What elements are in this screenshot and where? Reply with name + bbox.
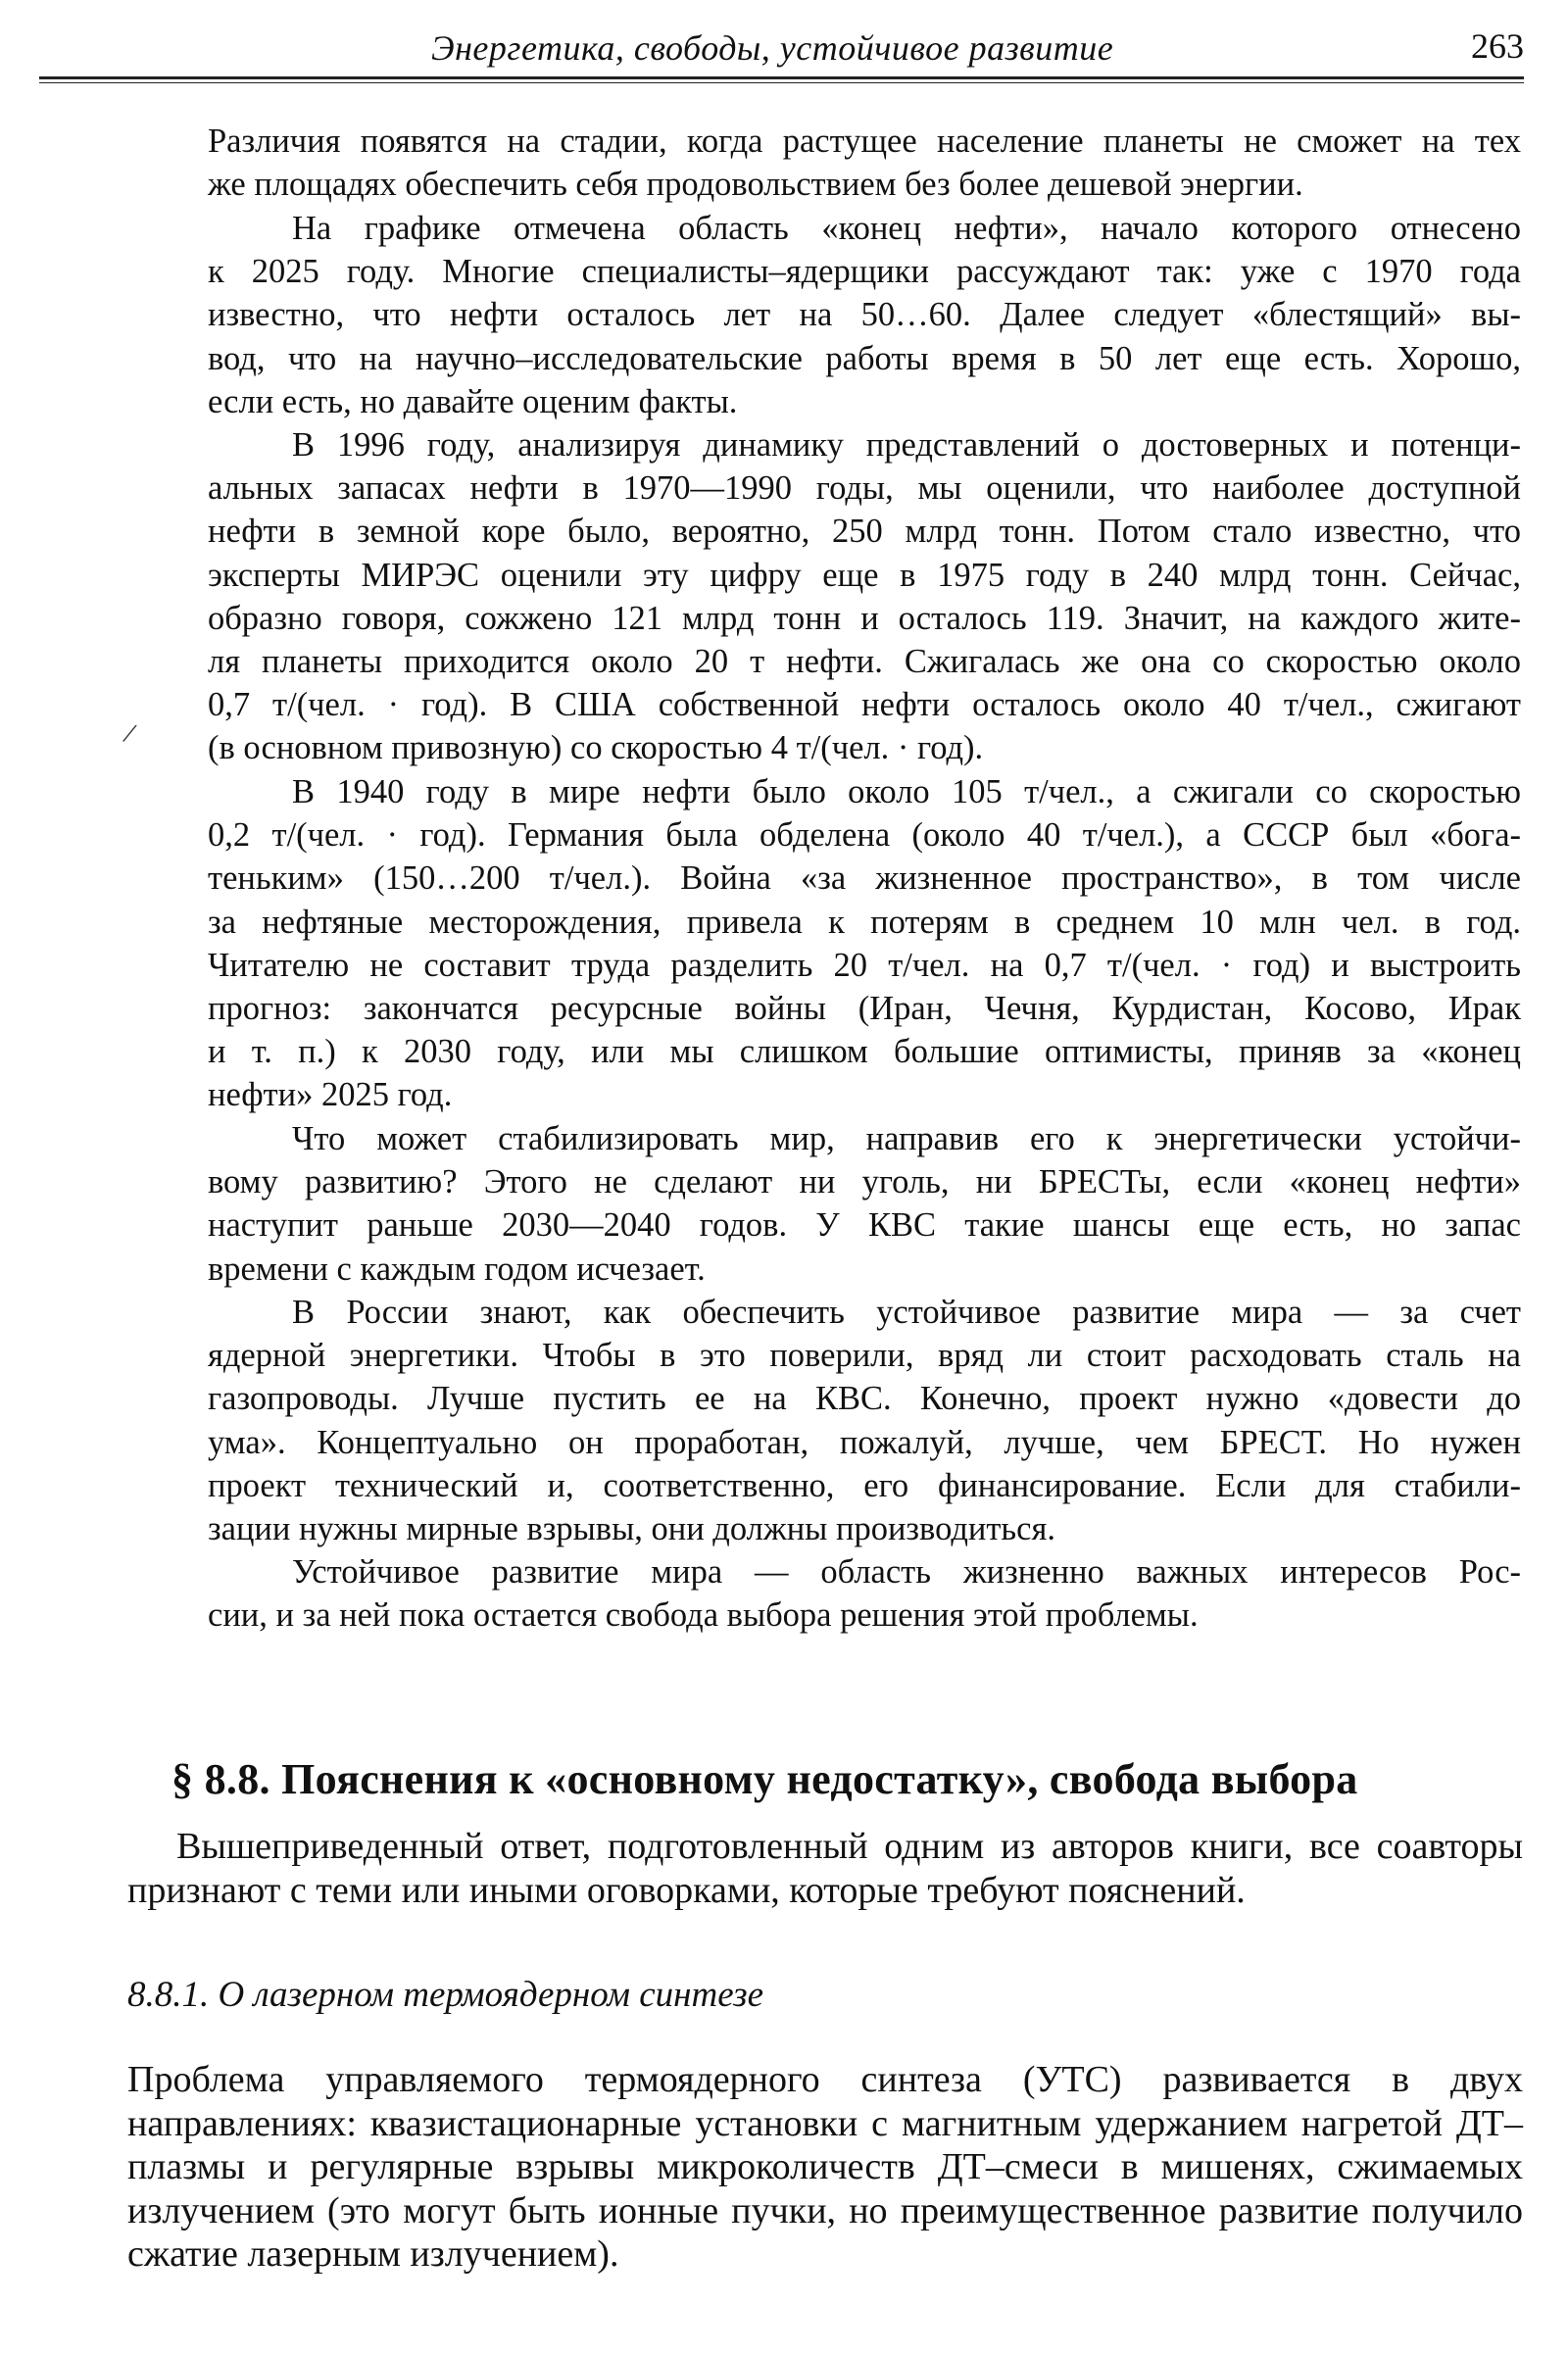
text-line: Читателю не составит труда разделить 20 т/чел. на 0,7 т/(чел. · год) и выстроить (208, 946, 1521, 984)
text-line: В 1940 году в мире нефти было около 105 т/чел., а сжигали со скоростью (292, 773, 1521, 810)
text-line: эксперты МИРЭС оценили эту цифру еще в 1975 году в 240 млрд тонн. Сейчас, (208, 556, 1521, 594)
text-line: В 1996 году, анализируя динамику представлений о достоверных и потенци- (292, 426, 1521, 464)
page-number: 263 (1471, 26, 1524, 66)
text-line: ума». Концептуально он проработан, пожалуй, лучше, чем БРЕСТ. Но нужен (208, 1423, 1521, 1461)
text-line: наступит раньше 2030—2040 годов. У КВС такие шансы еще есть, но запас (208, 1206, 1521, 1245)
text-line: образно говоря, сожжено 121 млрд тонн и осталось 119. Значит, на каждого жите- (208, 599, 1521, 637)
text-line: вод, что на научно–исследовательские работы время в 50 лет еще есть. Хорошо, (208, 339, 1521, 377)
header-rule-thin (39, 82, 1524, 83)
text-line: ля планеты приходится около 20 т нефти. Сжигалась же она со скоростью около (208, 643, 1521, 680)
text-line: газопроводы. Лучше пустить ее на КВС. Конечно, проект нужно «довести до (208, 1380, 1521, 1418)
text-line: Различия появятся на стадии, когда растущее население планеты не сможет на тех (208, 123, 1521, 160)
header-rule-thick (39, 76, 1524, 79)
text-line: времени с каждым годом исчезает. (208, 1250, 706, 1288)
subsection-heading: 8.8.1. О лазерном термоядерном синтезе (127, 1975, 764, 2015)
section-heading: § 8.8. Пояснения к «основному недостатку», свобода выбора (172, 1755, 1358, 1803)
text-line: Что может стабилизировать мир, направив его к энергетически устойчи- (292, 1120, 1521, 1157)
text-line: проект технический и, соответственно, его финансирование. Если для стабили- (208, 1466, 1521, 1504)
text-line: теньким» (150…200 т/чел.). Война «за жизненное пространство», в том числе (208, 859, 1521, 898)
text-line: же площадях обеспечить себя продовольствием без более дешевой энергии. (208, 166, 1303, 204)
text-line: ядерной энергетики. Чтобы в это поверили, вряд ли стоит расходовать сталь на (208, 1337, 1521, 1375)
text-line: альных запасах нефти в 1970—1990 годы, мы оценили, что наиболее доступной (208, 469, 1521, 508)
text-line: нефти в земной коре было, вероятно, 250 млрд тонн. Потом стало известно, что (208, 513, 1521, 551)
text-line: (в основном привозную) со скоростью 4 т/(чел. · год). (208, 729, 984, 767)
margin-pencil-mark: / (120, 716, 139, 751)
text-line: прогноз: закончатся ресурсные войны (Иран, Чечня, Курдистан, Косово, Ирак (208, 990, 1521, 1027)
section-intro-paragraph: Вышеприведенный ответ, подготовленный одним из авторов книги, все соавторы признают с теми или иными оговорками, которые требуют пояснений. (127, 1826, 1523, 1911)
text-line: и т. п.) к 2030 году, или мы слишком большие оптимисты, приняв за «конец (208, 1033, 1521, 1071)
text-line: вому развитию? Этого не сделают ни уголь, ни БРЕСТы, если «конец нефти» (208, 1163, 1521, 1201)
text-line: В России знают, как обеспечить устойчивое развитие мира — за счет (292, 1294, 1521, 1331)
text-line: если есть, но давайте оценим факты. (208, 382, 738, 420)
text-line: к 2025 году. Многие специалисты–ядерщики рассуждают так: уже с 1970 года (208, 253, 1521, 291)
text-line: 0,2 т/(чел. · год). Германия была обделена (около 40 т/чел.), а СССР был «бога- (208, 816, 1521, 855)
text-line: зации нужны мирные взрывы, они должны производиться. (208, 1510, 1055, 1547)
text-line: Устойчивое развитие мира — область жизненно важных интересов Рос- (292, 1553, 1521, 1591)
running-title: Энергетика, свободы, устойчивое развитие (431, 28, 1114, 68)
text-line: известно, что нефти осталось лет на 50…60. Далее следует «блестящий» вы- (208, 296, 1521, 334)
subsection-paragraph: Проблема управляемого термоядерного синтеза (УТС) развивается в двух направлениях: квазистационарные установки с магнитным удержанием нагретой ДТ–плазмы и регулярные взрывы микроколичеств ДТ–смеси в мишенях, сжимаемых излучением (это могут быть ионные пучки, но преимущественное развитие получило сжатие лазерным излучением). (127, 2059, 1523, 2275)
text-line: нефти» 2025 год. (208, 1076, 453, 1114)
text-line: 0,7 т/(чел. · год). В США собственной нефти осталось около 40 т/чел., сжигают (208, 686, 1521, 724)
text-line: сии, и за ней пока остается свобода выбора решения этой проблемы. (208, 1596, 1199, 1635)
text-line: за нефтяные месторождения, привела к потерям в среднем 10 млн чел. в год. (208, 903, 1521, 941)
running-header (39, 22, 1524, 76)
text-line: На графике отмечена область «конец нефти», начало которого отнесено (292, 210, 1521, 247)
